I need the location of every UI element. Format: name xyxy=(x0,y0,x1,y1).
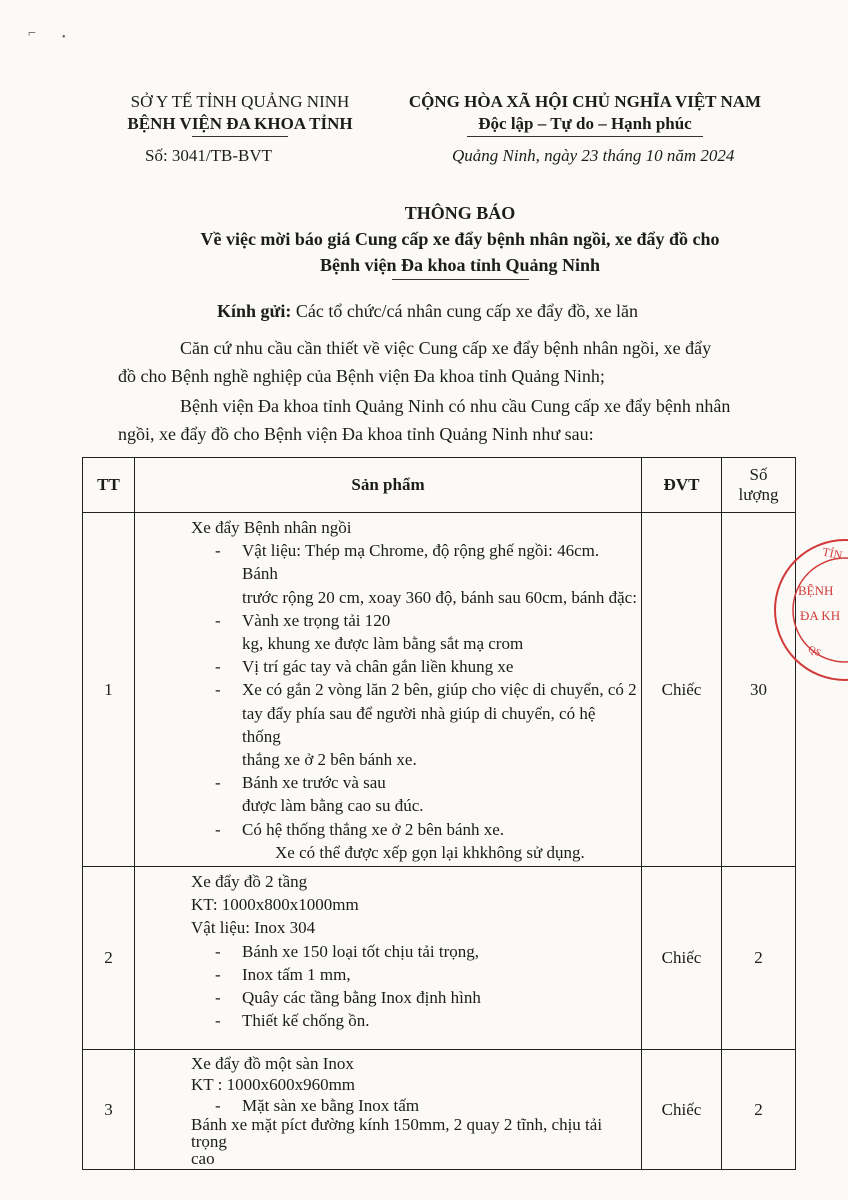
table-row xyxy=(83,867,796,1050)
row2-line: - Thiết kế chống ồn. xyxy=(191,1009,637,1032)
department-name: SỞ Y TẾ TỈNH QUẢNG NINH xyxy=(130,92,350,111)
scan-mark-1: ⌐ xyxy=(28,26,36,41)
table-row xyxy=(83,1050,796,1170)
header-right-rule xyxy=(467,136,703,137)
row2-line: - Inox tấm 1 mm, xyxy=(191,963,637,986)
header-left xyxy=(100,91,380,137)
row2-tt: 2 xyxy=(83,867,135,1050)
row1-line: - Xe có gắn 2 vòng lăn 2 bên, giúp cho việc di chuyển, có 2 xyxy=(191,678,637,701)
notice-subject-line1: Về việc mời báo giá Cung cấp xe đẩy bệnh nhân ngồi, xe đẩy đồ cho xyxy=(200,229,720,249)
republic-title: CỘNG HÒA XÃ HỘI CHỦ NGHĨA VIỆT NAM xyxy=(408,92,762,111)
row1-product-name: Xe đẩy Bệnh nhân ngồi xyxy=(191,518,352,537)
stamp-text-top: TỈN xyxy=(821,544,844,563)
header-left-rule xyxy=(192,136,288,137)
hospital-stamp xyxy=(770,535,848,685)
row3-qty: 2 xyxy=(722,1050,796,1170)
row1-line: trước rộng 20 cm, xoay 360 độ, bánh sau 60cm, bánh đặc: xyxy=(242,587,637,607)
document-date: Quảng Ninh, ngày 23 tháng 10 năm 2024 xyxy=(452,146,735,165)
row2-spec: KT: 1000x800x1000mm xyxy=(191,895,359,915)
recipient-value: Các tổ chức/cá nhân cung cấp xe đẩy đồ, xe lăn xyxy=(295,301,638,321)
paragraph-2-line2: ngồi, xe đẩy đồ cho Bệnh viện Đa khoa tỉnh Quảng Ninh như sau: xyxy=(118,424,594,444)
row3-extra: Bánh xe mặt píct đường kính 150mm, 2 quay 2 tĩnh, chịu tải trọng xyxy=(191,1115,603,1152)
notice-title: THÔNG BÁO xyxy=(404,203,516,223)
table-header-row xyxy=(83,458,796,513)
stamp-text-mid1: BỆNH xyxy=(798,583,834,598)
header-right xyxy=(375,91,795,137)
row1-line: - Có hệ thống thắng xe ở 2 bên bánh xe. xyxy=(191,818,637,841)
paragraph-1-line1: Căn cứ nhu cầu cần thiết về việc Cung cấp xe đẩy bệnh nhân ngồi, xe đẩy xyxy=(180,338,712,358)
header-product: Sản phẩm xyxy=(135,458,642,513)
row3-extra: cao xyxy=(191,1149,215,1169)
row3-spec: KT : 1000x600x960mm xyxy=(191,1075,356,1095)
row1-line: - Vị trí gác tay và chân gắn liền khung xe xyxy=(191,655,637,678)
row1-line: kg, khung xe được làm bằng sắt mạ crom xyxy=(242,634,524,654)
stamp-text-bottom: QS xyxy=(806,643,823,660)
row1-line: thắng xe ở 2 bên bánh xe. xyxy=(242,750,417,770)
row1-line: - Vành xe trọng tải 120 xyxy=(191,609,637,632)
row2-product xyxy=(135,867,642,1050)
row3-product-name: Xe đẩy đồ một sàn Inox xyxy=(191,1054,354,1074)
row1-qty: 30 xyxy=(722,513,796,867)
header-tt: TT xyxy=(83,458,135,513)
stamp-text-mid2: ĐA KH xyxy=(800,608,841,623)
row2-product-name: Xe đẩy đồ 2 tầng xyxy=(191,872,308,892)
title-rule xyxy=(392,279,529,280)
header-qty-line1: Số xyxy=(749,465,768,484)
hospital-name: BỆNH VIỆN ĐA KHOA TỈNH xyxy=(127,114,353,133)
scan-mark-2: • xyxy=(62,32,66,43)
row3-product xyxy=(135,1050,642,1170)
recipient-label: Kính gửi: xyxy=(217,301,292,321)
row1-tt: 1 xyxy=(83,513,135,867)
paragraph-1-line2: đồ cho Bệnh nghề nghiệp của Bệnh viện Đa khoa tỉnh Quảng Ninh; xyxy=(118,366,605,386)
header-qty-line2: lượng xyxy=(738,485,779,504)
row1-product xyxy=(135,513,642,867)
product-table xyxy=(82,457,796,1170)
row2-spec: Vật liệu: Inox 304 xyxy=(191,918,316,938)
paragraph-2-line1: Bệnh viện Đa khoa tỉnh Quảng Ninh có nhu cầu Cung cấp xe đẩy bệnh nhân xyxy=(180,396,731,416)
header-qty xyxy=(722,458,796,513)
row2-unit: Chiếc xyxy=(642,867,722,1050)
republic-motto: Độc lập – Tự do – Hạnh phúc xyxy=(478,114,692,133)
notice-subject-line2: Bệnh viện Đa khoa tỉnh Quảng Ninh xyxy=(319,255,601,275)
header-unit: ĐVT xyxy=(642,458,722,513)
recipient-line xyxy=(217,301,638,322)
table-row xyxy=(83,513,796,867)
row1-line: tay đẩy phía sau để người nhà giúp di chuyển, có hệ thống xyxy=(242,703,596,746)
row3-line: - Mặt sàn xe bằng Inox tấm xyxy=(191,1095,637,1116)
row3-tt: 3 xyxy=(83,1050,135,1170)
row1-line: Xe có thể được xếp gọn lại khkhông sử dụng. xyxy=(275,842,585,862)
row2-line: - Quây các tầng bằng Inox định hình xyxy=(191,986,637,1009)
row2-qty: 2 xyxy=(722,867,796,1050)
row1-line: được làm bằng cao su đúc. xyxy=(242,796,424,816)
row3-unit: Chiếc xyxy=(642,1050,722,1170)
row2-line: - Bánh xe 150 loại tốt chịu tải trọng, xyxy=(191,940,637,963)
row1-line: - Vật liệu: Thép mạ Chrome, độ rộng ghế ngồi: 46cm. Bánh xyxy=(191,539,637,585)
row1-unit: Chiếc xyxy=(642,513,722,867)
document-number: Số: 3041/TB-BVT xyxy=(145,146,273,165)
row1-line: - Bánh xe trước và sau xyxy=(191,771,637,794)
